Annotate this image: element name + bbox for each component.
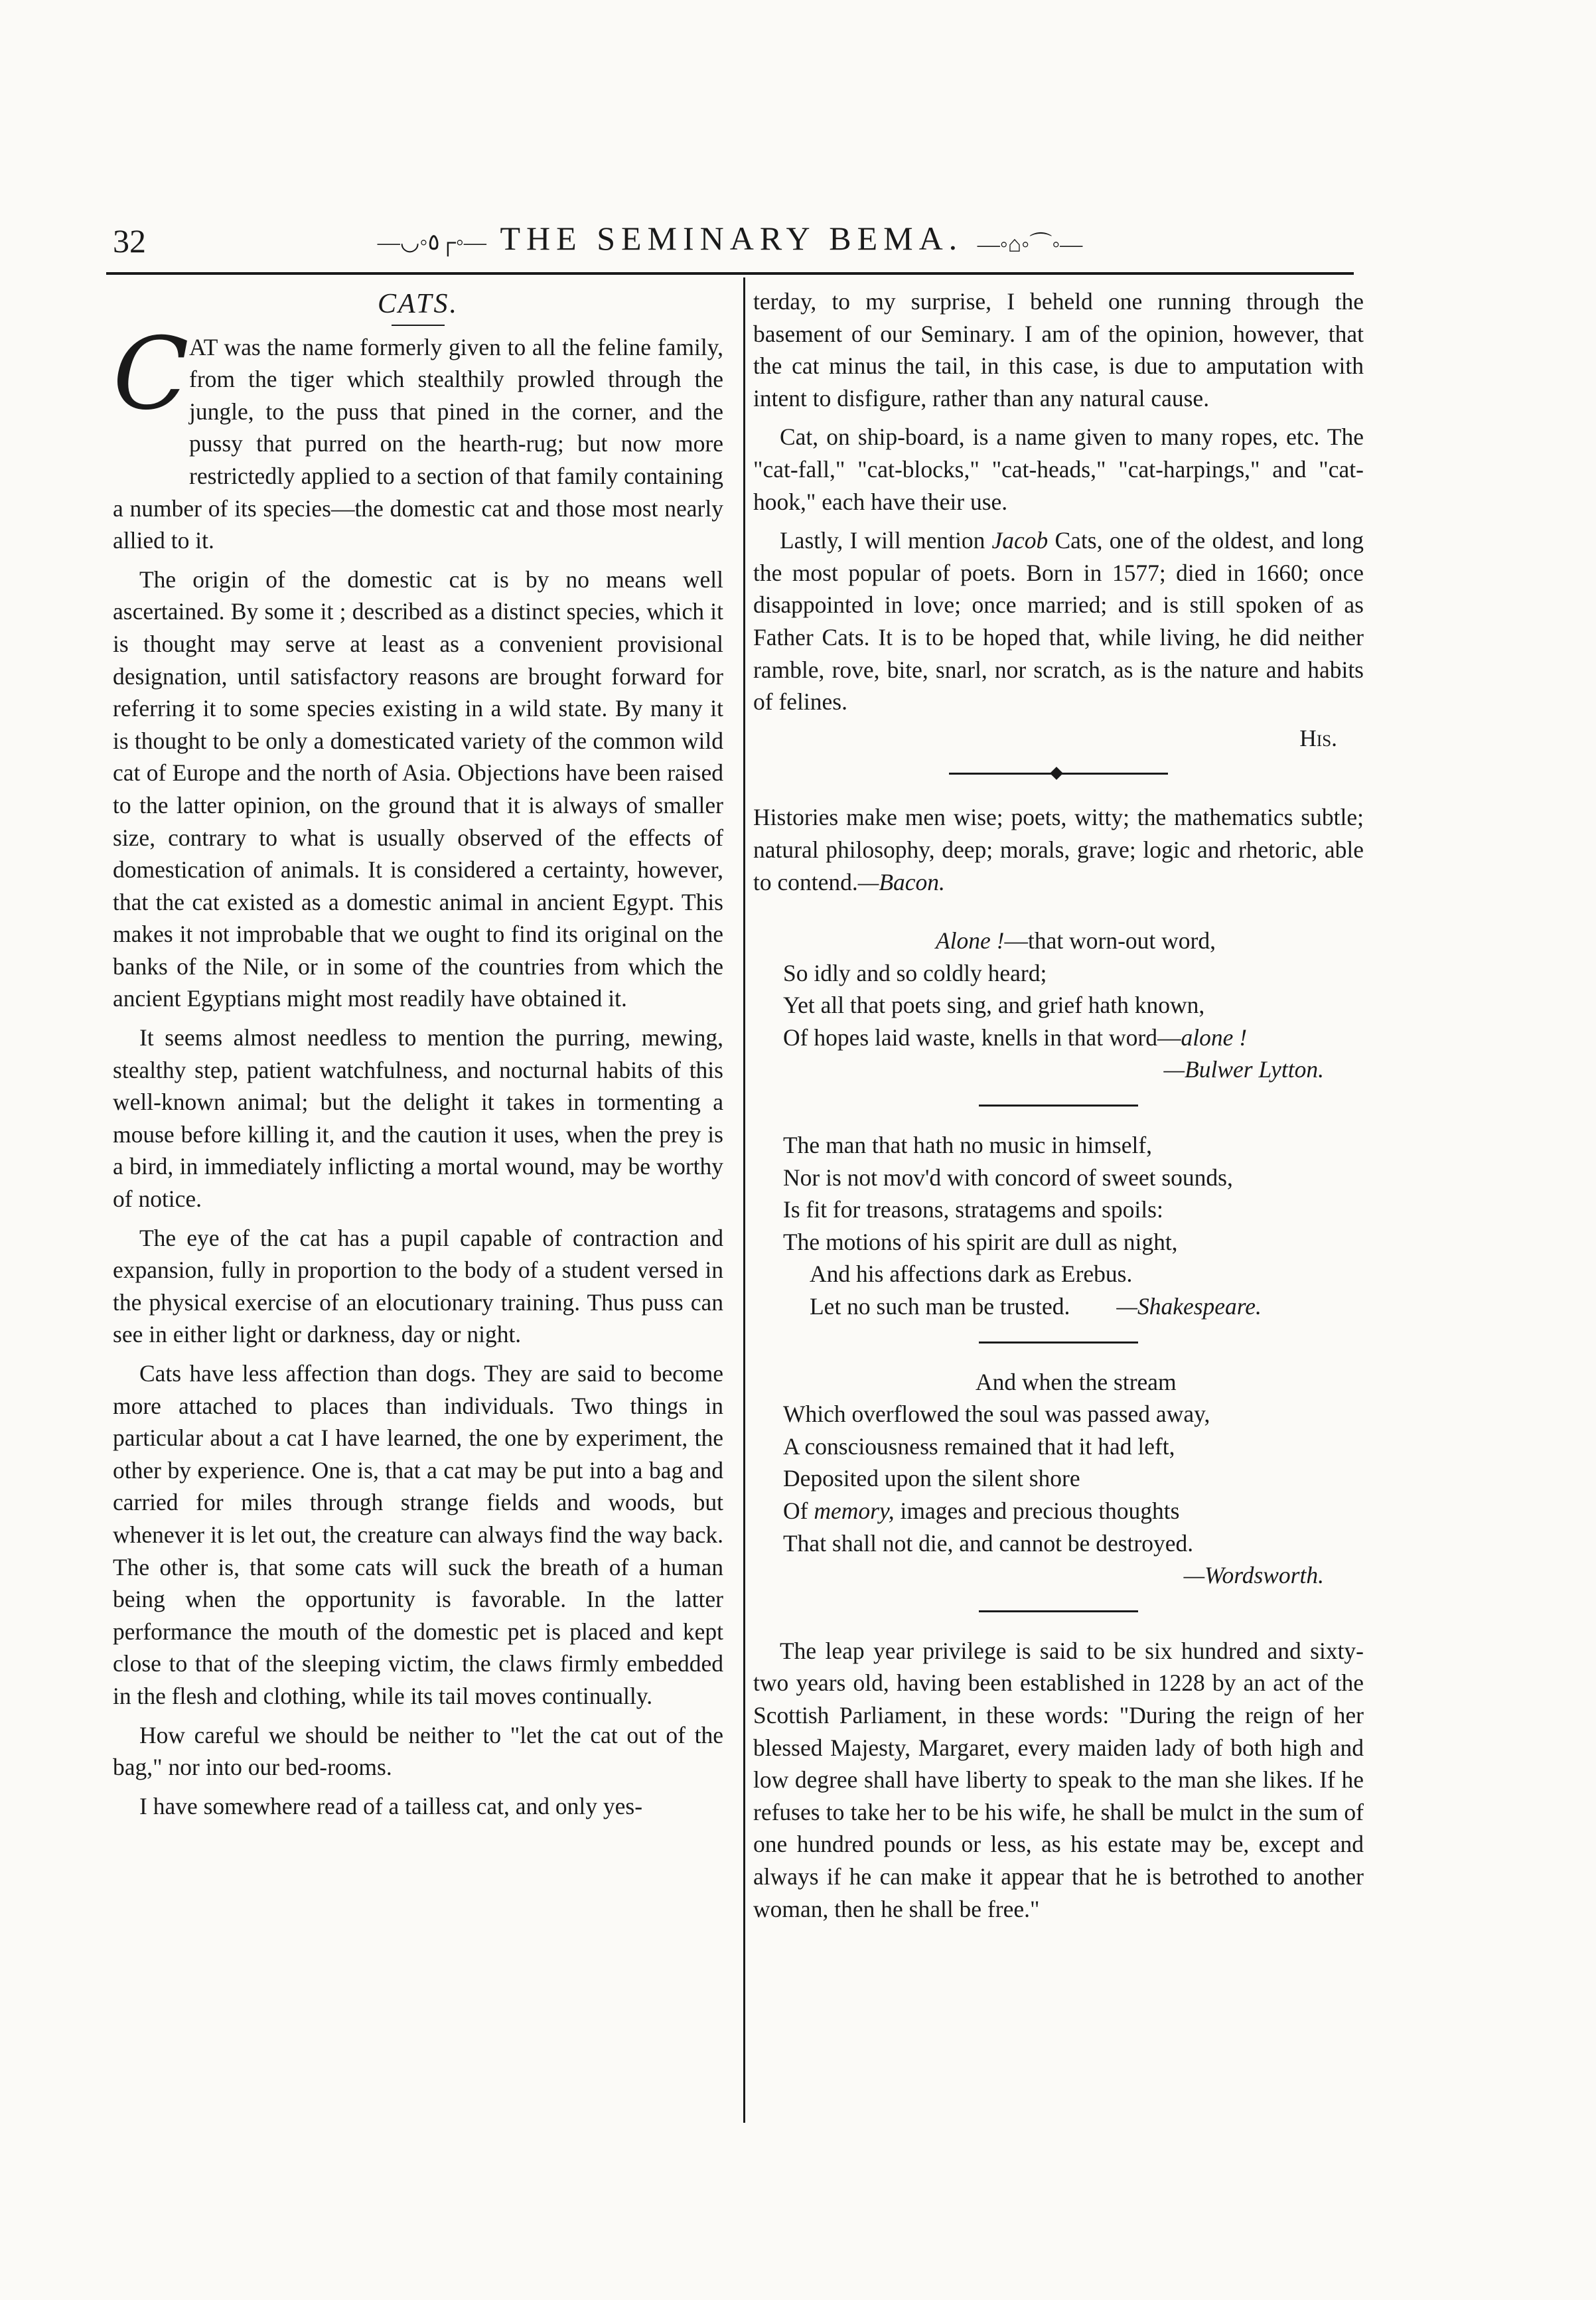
section-divider bbox=[949, 773, 1168, 775]
publication-title: THE SEMINARY BEMA. bbox=[500, 220, 964, 257]
ornament-left-icon: —◡◦٥┌◦— bbox=[377, 230, 486, 255]
page-number: 32 bbox=[113, 222, 146, 260]
wordsworth-attribution: —Wordsworth. bbox=[1183, 1562, 1324, 1589]
right-column bbox=[753, 285, 1364, 1932]
poem-line: Nor is not mov'd with concord of sweet sounds, bbox=[783, 1164, 1233, 1191]
column-divider bbox=[743, 277, 745, 2123]
ornament-right-icon: —◦⌂◦⌒◦— bbox=[977, 232, 1083, 258]
section-divider bbox=[979, 1105, 1138, 1107]
poem-line: So idly and so coldly heard; bbox=[783, 959, 1047, 986]
article-paragraph-5: Cats have less affection than dogs. They are said to become more attached to places than individuals. Two things in particular about a cat I have learned, the one by experiment, the other by experience. One is, that a cat may be put into a bag and carried for miles through strange fields and woods, but whenever it is let out, the creature can always find the way back. The other is, that some cats will suck the breath of a human being when the opportunity is favorable. In the latter performance the mouth of the domestic pet is placed and kept close to that of the sleeping victim, the claws firmly embedded in the flesh and clothing, while its tail moves continually. bbox=[113, 1360, 723, 1709]
poem-line: And when the stream bbox=[976, 1368, 1177, 1395]
wordsworth-poem bbox=[753, 1366, 1364, 1592]
article-continuation-2: Cat, on ship-board, is a name given to many ropes, etc. The "cat-fall," "cat-blocks," "cat-heads," "cat-harpings," and "cat-hook," each have their use. bbox=[753, 423, 1364, 515]
lytton-poem bbox=[753, 925, 1364, 1086]
shakespeare-attribution: —Shakespeare. bbox=[1116, 1293, 1262, 1320]
article-continuation-1: terday, to my surprise, I beheld one running through the basement of our Seminary. I am of the opinion, however, that the cat minus the tail, in this case, is due to amputation with intent to disfigure, rather than any natural cause. bbox=[753, 288, 1364, 412]
page-header bbox=[106, 219, 1354, 266]
section-divider bbox=[979, 1342, 1138, 1343]
article-continuation-3: Lastly, I will mention Jacob Cats, one of the oldest, and long the most popular of poets. Born in 1577; died in 1660; once disappointed in love; once married; and is still spoken of as Father Cats. It is to be hoped that, while living, he did neither ramble, rove, bite, snarl, nor scratch, as is the nature and habits of felines. bbox=[753, 527, 1364, 716]
leap-year-paragraph: The leap year privilege is said to be six hundred and sixty-two years old, having been established in 1228 by an act of the Scottish Parliament, in these words: "During the reign of her blessed Majesty, Margaret, every maiden lady of both high and low degree shall have liberty to speak to the man she likes. If he refuses to take her to be his wife, he shall be mulct in the sum of one hundred pounds or less, as his estate may be, except and always if he can make it appear that he is betrothed to another woman, then he shall be free." bbox=[753, 1637, 1364, 1922]
jacob-name: Jacob bbox=[991, 527, 1049, 554]
article-paragraph-2: The origin of the domestic cat is by no means well ascertained. By some it ; described as a distinct species, which it is thought may serve at least as a convenient provisional designation, until satisfactory reasons are brought forward for referring it to some species existing in a wild state. By many it is thought to be only a domesticated variety of the common wild cat of Europe and the north of Asia. Objections have been raised to the latter opinion, on the ground that it is always of smaller size, contrary to what is usually observed of the effects of domestication of animals. It is considered a certainty, however, that the cat existed as a domestic animal in ancient Egypt. This makes it not improbable that we ought to find its original on the banks of the Nile, or in some of the countries from which the ancient Egyptians might most readily have obtained it. bbox=[113, 566, 723, 1012]
bacon-quote: Histories make men wise; poets, witty; the mathematics subtle; natural philosophy, deep; morals, grave; logic and rhetoric, able to contend.—Bacon. bbox=[753, 804, 1364, 895]
poem-line: Yet all that poets sing, and grief hath known, bbox=[783, 992, 1205, 1019]
article-signature: His. bbox=[1299, 724, 1337, 751]
running-title bbox=[106, 219, 1354, 258]
poem-line: Is fit for treasons, stratagems and spoils: bbox=[783, 1196, 1163, 1223]
poem-line: Which overflowed the soul was passed away, bbox=[783, 1401, 1210, 1428]
section-divider bbox=[979, 1610, 1138, 1612]
lytton-attribution: —Bulwer Lytton. bbox=[1163, 1056, 1324, 1083]
poem-line: Deposited upon the silent shore bbox=[783, 1465, 1080, 1492]
poem-line: The motions of his spirit are dull as night, bbox=[783, 1228, 1178, 1255]
header-rule bbox=[106, 272, 1354, 275]
article-title: CATS. bbox=[378, 289, 459, 319]
article-paragraph-4: The eye of the cat has a pupil capable of contraction and expansion, fully in proportion to the body of a student versed in the physical exercise of an elocutionary training. Thus puss can see in either light or darkness, day or night. bbox=[113, 1224, 723, 1348]
article-paragraph-6: How careful we should be neither to "let the cat out of the bag," nor into our bed-rooms. bbox=[113, 1721, 723, 1781]
poem-line: Let no such man be trusted. —Shakespeare. bbox=[810, 1293, 1262, 1320]
poem-line: Of memory, images and precious thoughts bbox=[783, 1497, 1180, 1524]
shakespeare-poem bbox=[753, 1129, 1364, 1323]
dropcap-letter: C bbox=[113, 316, 189, 432]
poem-line: And his affections dark as Erebus. bbox=[810, 1261, 1133, 1288]
title-rule bbox=[392, 325, 445, 326]
left-column bbox=[113, 285, 723, 1829]
article-paragraph-7: I have somewhere read of a tailless cat, and only yes- bbox=[139, 1792, 643, 1819]
article-paragraph-3: It seems almost needless to mention the purring, mewing, stealthy step, patient watchfulness, and nocturnal habits of this well-known animal; but the delight it takes in tormenting a mouse before killing it, and the caution it uses, when the prey is a bird, in immediately inflicting a mortal wound, may be worthy of notice. bbox=[113, 1024, 723, 1213]
poem-line: The man that hath no music in himself, bbox=[783, 1132, 1153, 1159]
poem-line: Alone !—that worn-out word, bbox=[936, 927, 1216, 955]
poem-line: Of hopes laid waste, knells in that word—alone ! bbox=[783, 1024, 1248, 1051]
poem-line: That shall not die, and cannot be destroyed. bbox=[783, 1529, 1194, 1557]
article-paragraph-1: CAT was the name formerly given to all the feline family, from the tiger which stealthily prowled through the jungle, to the puss that pined in the corner, and the pussy that purred on the hearth-rug; but now more restrictedly applied to a section of that family containing a number of its species—the domestic cat and those most nearly allied to it. bbox=[113, 316, 723, 554]
poem-line: A consciousness remained that it had left, bbox=[783, 1432, 1175, 1460]
bacon-attribution: —Bacon. bbox=[857, 868, 945, 895]
